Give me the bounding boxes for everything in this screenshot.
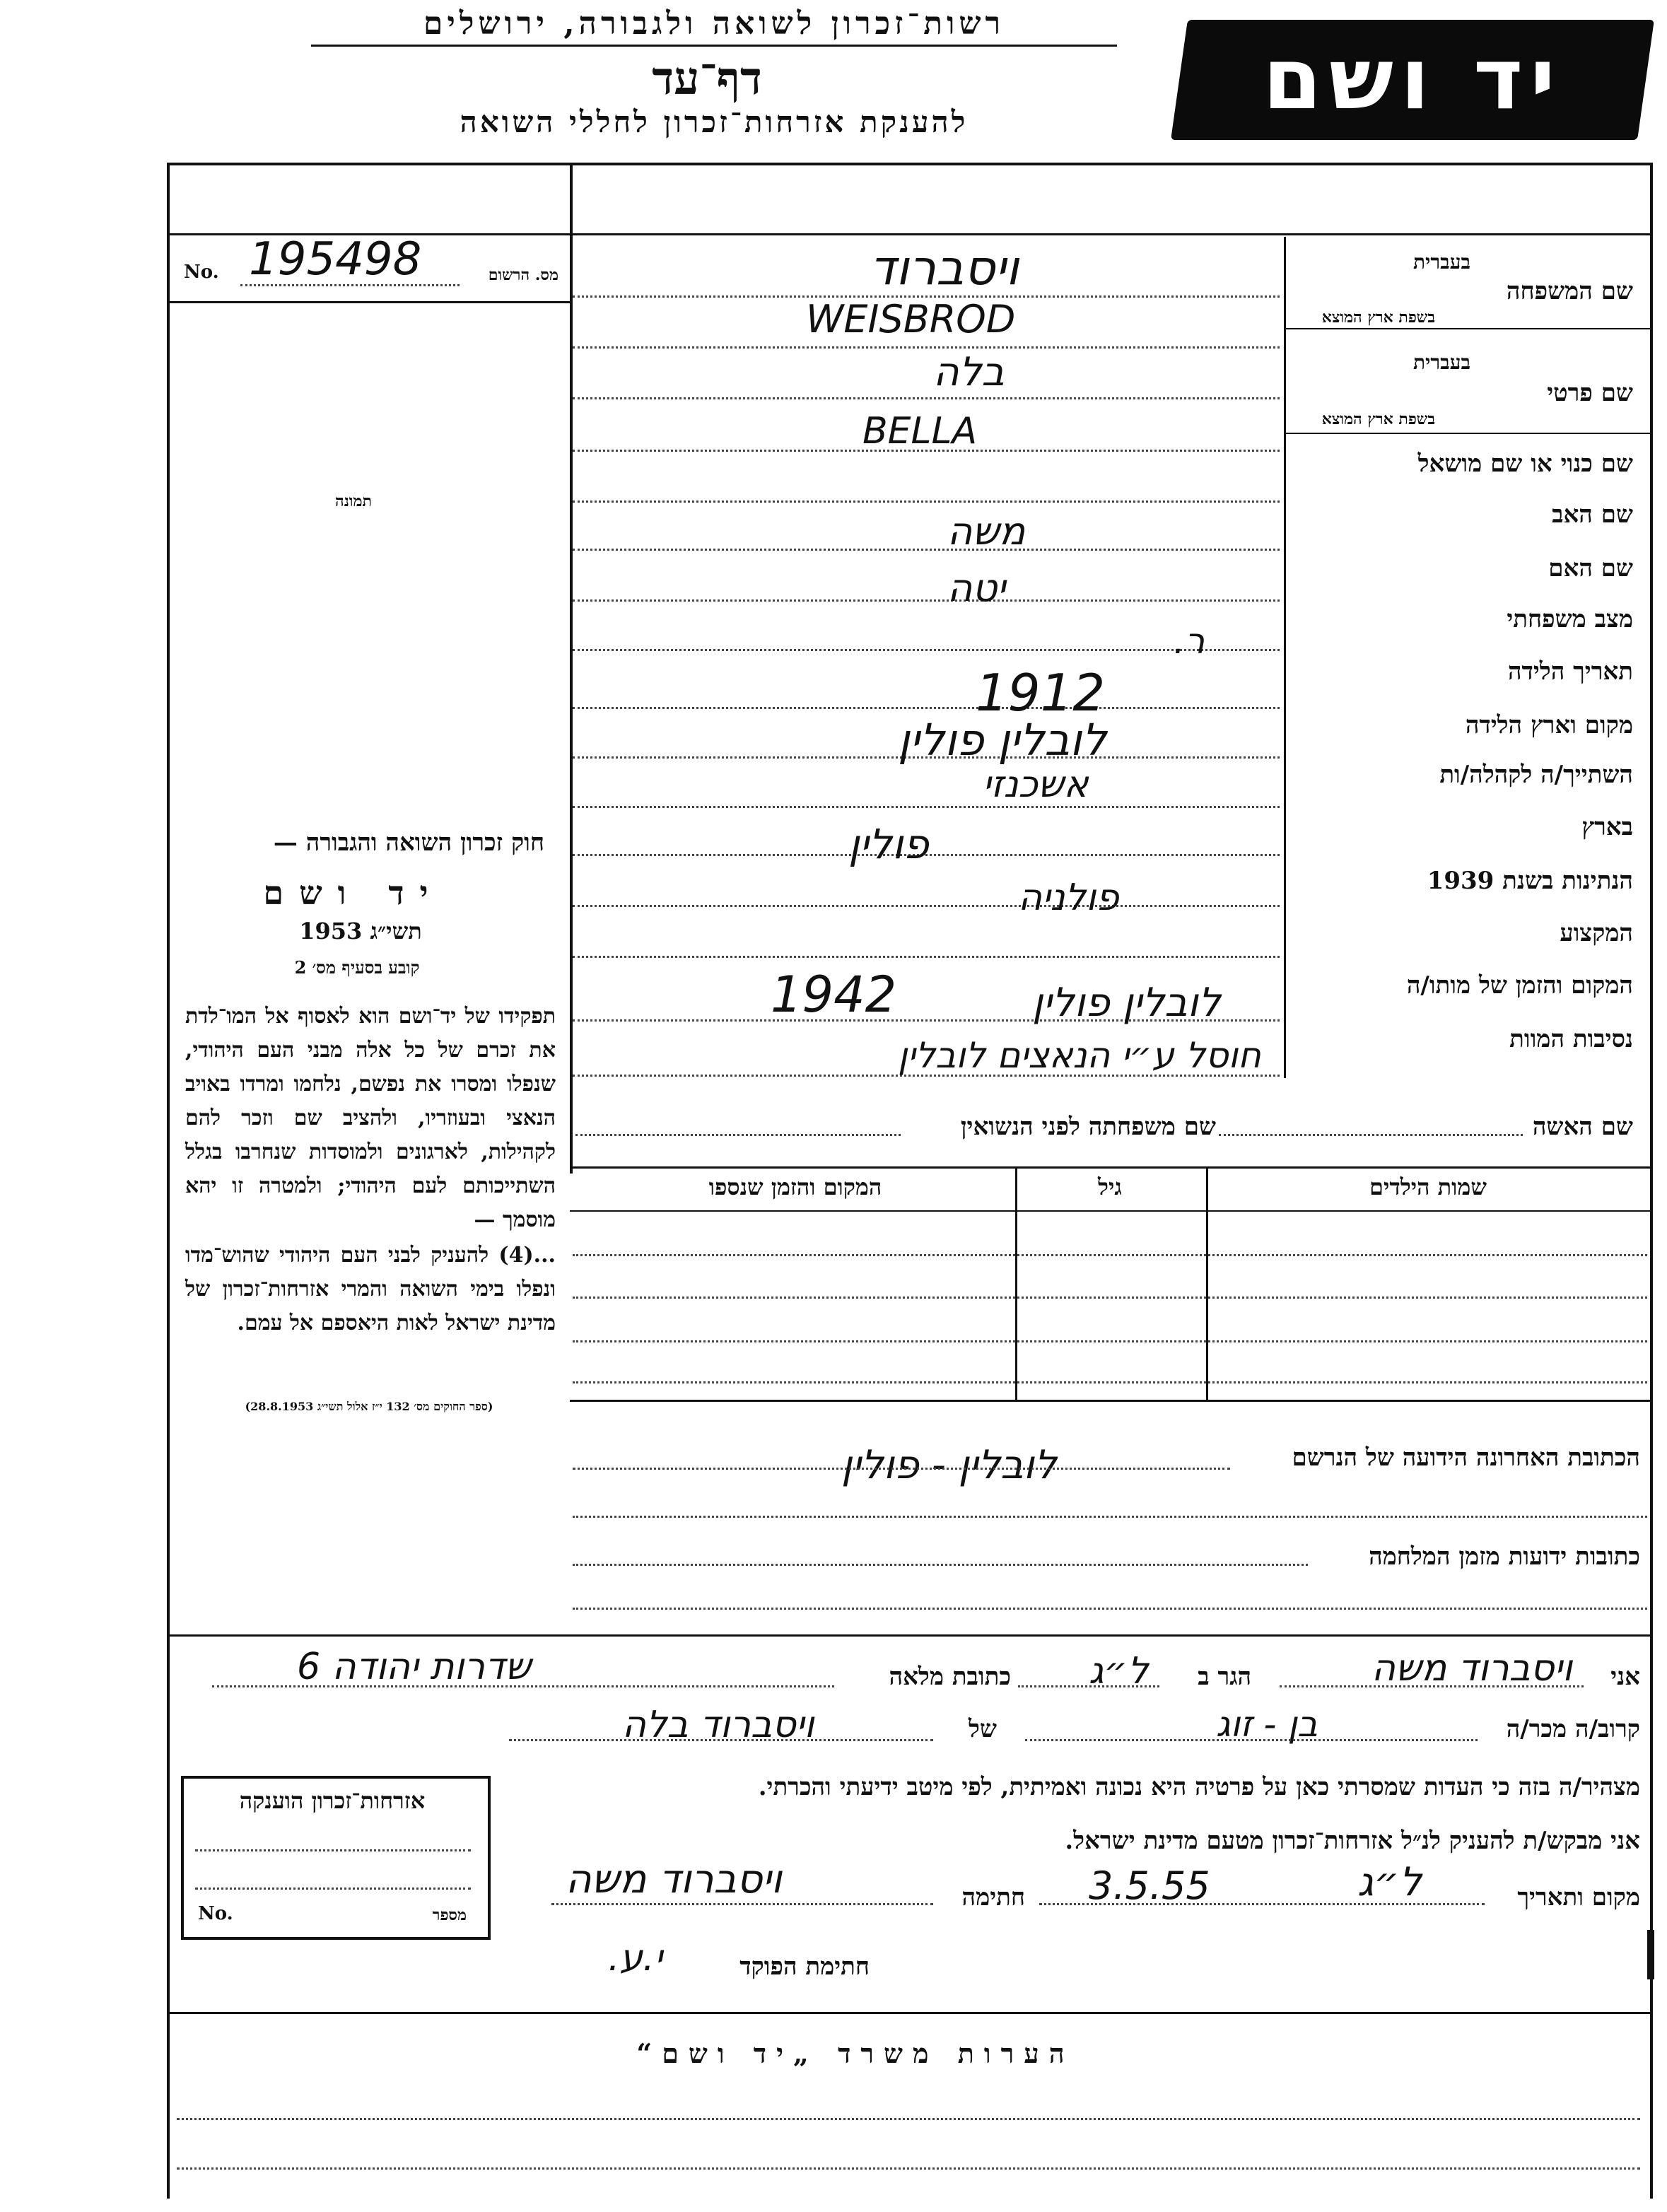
law-text-1: תפקידו של יד־ושם הוא לאסוף אל המו־לדת את זכרם של כל אלה מבני העם היהודי, שנפלו ומסרו את נפשם, נלחמו ומרדו באויב הנאצי ובעוזריו, ולהציב שם וזכר להם לקהילות, לארגונים ולמוסדות שנחרבו בגלל השתייכותם לעם היהודי; ולמטרה זו יהא מוסמך —: [185, 1004, 556, 1232]
citizenship-value: פולניה: [1018, 877, 1119, 919]
law-source: (ספר החוקים מס׳ 132 י״ז אלול תשי״ג 28.8.1953): [245, 1400, 493, 1413]
children-table-bottom: [570, 1400, 1651, 1402]
registration-label-no: No.: [184, 262, 219, 283]
row-line: [573, 707, 1280, 709]
yad-vashem-logo: [1171, 20, 1654, 140]
children-header-names: שמות הילדים: [1369, 1174, 1487, 1200]
signature-value: ויסברוד משה: [566, 1856, 783, 1902]
declarant-name-line: [1280, 1685, 1584, 1687]
country-value: פולין: [848, 820, 929, 868]
law-text-2: ...(4) להעניק לבני העם היהודי שהוש־מדו ונפלו בימי השואה והמרי אזרחות־זכרון של מדינת ישראל לאות היאספם אל עמם.: [185, 1243, 556, 1335]
authority-header: רשות־זכרון לשואה ולגבורה, ירושלים: [311, 6, 1117, 47]
death-year-value: 1942: [771, 966, 897, 1024]
marital-label: מצב משפחתי: [1507, 605, 1633, 633]
wife-maiden-label: שם משפחתה לפני הנשואין: [960, 1113, 1216, 1141]
family-name-origin-value: WEISBROD: [806, 297, 1016, 341]
country-label: בארץ: [1581, 813, 1633, 841]
relation-value: בן - זוג: [1216, 1704, 1318, 1745]
war-addresses-extra-line: [573, 1608, 1647, 1610]
row-divider: [1284, 328, 1650, 329]
children-header-place: המקום והזמן שנספו: [708, 1174, 882, 1200]
officer-value: י.ע.: [608, 1937, 663, 1979]
margin-mark: [1647, 1930, 1654, 1979]
frame-right: [1650, 163, 1653, 2199]
registration-line: [240, 284, 460, 286]
registration-number: 195498: [249, 233, 422, 286]
first-name-sub-origin: בשפת ארץ המוצא: [1321, 410, 1435, 428]
declare-text: מצהיר/ה בזה כי העדות שמסרתי כאן על פרטיה היא נכונה ואמיתית, לפי מיטב ידיעתי והכרתי.: [758, 1773, 1640, 1801]
relation-label: קרוב/ה מכר/ה: [1506, 1715, 1640, 1743]
death-place-value: לובלין פולין: [1032, 980, 1221, 1026]
resides-label: הגר ב: [1198, 1663, 1251, 1691]
children-row: [573, 1254, 1647, 1256]
citizenship-box-number-no: No.: [198, 1903, 233, 1924]
children-header-age: גיל: [1098, 1174, 1122, 1200]
law-year: תשי״ג 1953: [299, 918, 422, 944]
address-value: שדרות יהודה 6: [297, 1646, 532, 1688]
declarant-prefix: אני: [1610, 1663, 1640, 1691]
children-table-header-bottom: [570, 1210, 1651, 1212]
place-date-label: מקום ותאריך: [1517, 1883, 1640, 1912]
wife-line: [1219, 1134, 1523, 1136]
children-row: [573, 1297, 1647, 1299]
row-line: [573, 599, 1280, 602]
family-name-sub-origin: בשפת ארץ המוצא: [1321, 308, 1435, 327]
law-name: יד ושם: [263, 874, 444, 912]
row-divider: [1284, 433, 1650, 434]
address-line: [212, 1685, 834, 1687]
place-value: ל״ג: [1357, 1859, 1422, 1905]
last-address-label: הכתובת האחרונה הידועה של הנרשם: [1292, 1444, 1640, 1472]
birth-date-label: תאריך הלידה: [1507, 657, 1633, 686]
war-addresses-line: [573, 1564, 1308, 1566]
form-subtitle: להענקת אזרחות־זכרון לחללי השואה: [460, 105, 969, 139]
of-label: של: [969, 1715, 997, 1743]
signature-label: חתימה: [961, 1883, 1025, 1912]
mother-label: שם האם: [1548, 554, 1633, 583]
marital-value: ר.: [1174, 621, 1205, 662]
death-place-label: המקום והזמן של מותו/ה: [1406, 971, 1633, 1000]
left-column-divider: [570, 163, 573, 1174]
first-name-origin-value: BELLA: [862, 410, 978, 452]
children-row: [573, 1381, 1647, 1383]
citizenship-box-line: [195, 1888, 471, 1890]
family-name-hebrew-value: ויסברוד: [870, 240, 1019, 296]
frame-left: [167, 163, 170, 2199]
citizenship-label: הנתינות בשנת 1939: [1427, 867, 1633, 895]
family-name-sub-hebrew: בעברית: [1412, 250, 1470, 274]
nickname-label: שם כנוי או שם מושאל: [1417, 450, 1633, 478]
address-label: כתובת מלאה: [889, 1663, 1011, 1691]
registration-label-he: מס. הרשום: [488, 266, 558, 284]
citizenship-box-number-label: מספר: [432, 1906, 467, 1924]
row-line: [573, 397, 1280, 399]
registration-bottom: [170, 301, 570, 303]
section-divider: [167, 1634, 1653, 1637]
children-row: [573, 1340, 1647, 1342]
photo-label: תמונה: [335, 492, 372, 510]
last-address-value: לובלין - פולין: [841, 1442, 1057, 1488]
declarant-name: ויסברוד משה: [1371, 1647, 1573, 1690]
logo-text: יד ושם: [1263, 30, 1562, 129]
children-col-1: [1206, 1166, 1208, 1400]
form-title: דף־עד: [652, 52, 762, 105]
wife-maiden-line: [575, 1134, 901, 1136]
citizenship-box-title: אזרחות־זכרון הוענקה: [239, 1787, 426, 1814]
wife-label: שם האשה: [1532, 1113, 1633, 1141]
family-name-label: שם המשפחה: [1506, 277, 1633, 305]
row-line: [573, 346, 1280, 349]
label-column-divider: [1284, 237, 1286, 1078]
resides-value: ל״ג: [1089, 1650, 1149, 1692]
birth-place-value: לובלין פולין: [898, 714, 1107, 766]
row-line: [573, 806, 1280, 808]
first-name-label: שם פרטי: [1547, 379, 1633, 407]
notes-label: הערות משרד „יד ושם“: [636, 2037, 1075, 2069]
row-line: [573, 549, 1280, 551]
date-value: 3.5.55: [1089, 1863, 1210, 1908]
row-line: [573, 956, 1280, 958]
community-label: השתייך/ה לקהלה/ות: [1439, 761, 1633, 789]
birth-place-label: מקום וארץ הלידה: [1465, 711, 1633, 739]
resides-line: [1018, 1685, 1159, 1687]
death-circumstances-label: נסיבות המוות: [1509, 1025, 1633, 1053]
children-col-2: [1015, 1166, 1017, 1400]
officer-label: חתימת הפוקד: [739, 1953, 870, 1981]
first-name-hebrew-value: בלה: [933, 349, 1005, 395]
birth-date-value: 1912: [976, 663, 1106, 722]
children-table-top: [570, 1166, 1651, 1169]
notes-line: [177, 2167, 1640, 2170]
profession-label: המקצוע: [1560, 919, 1633, 947]
war-addresses-label: כתובות ידועות מזמן המלחמה: [1369, 1543, 1640, 1571]
of-line: [509, 1739, 933, 1741]
row-line: [573, 905, 1280, 907]
death-circumstances-value: חוסל ע״י הנאצים לובלין: [898, 1035, 1261, 1076]
place-date-line: [1039, 1903, 1485, 1905]
father-label: שם האב: [1552, 501, 1633, 529]
request-text: אני מבקש/ת להעניק לנ״ל אזרחות־זכרון מטעם מדינת ישראל.: [1065, 1827, 1640, 1855]
relation-line: [1025, 1739, 1478, 1741]
row-line: [573, 501, 1280, 503]
community-value: אשכנזי: [983, 763, 1089, 806]
law-clause: קובע בסעיף מס׳ 2: [294, 957, 420, 978]
law-title: חוק זכרון השואה והגבורה —: [273, 829, 544, 857]
father-value: משה: [947, 509, 1026, 554]
notes-line: [177, 2118, 1640, 2120]
of-value: ויסברוד בלה: [622, 1704, 814, 1746]
address-extra-line: [573, 1516, 1647, 1518]
notes-divider: [167, 2012, 1653, 2014]
frame-top: [167, 163, 1653, 165]
mother-value: יטה: [947, 566, 1006, 610]
signature-line: [551, 1903, 933, 1905]
citizenship-box-line: [195, 1849, 471, 1851]
first-name-sub-hebrew: בעברית: [1412, 351, 1470, 374]
last-address-line: [573, 1468, 1230, 1470]
